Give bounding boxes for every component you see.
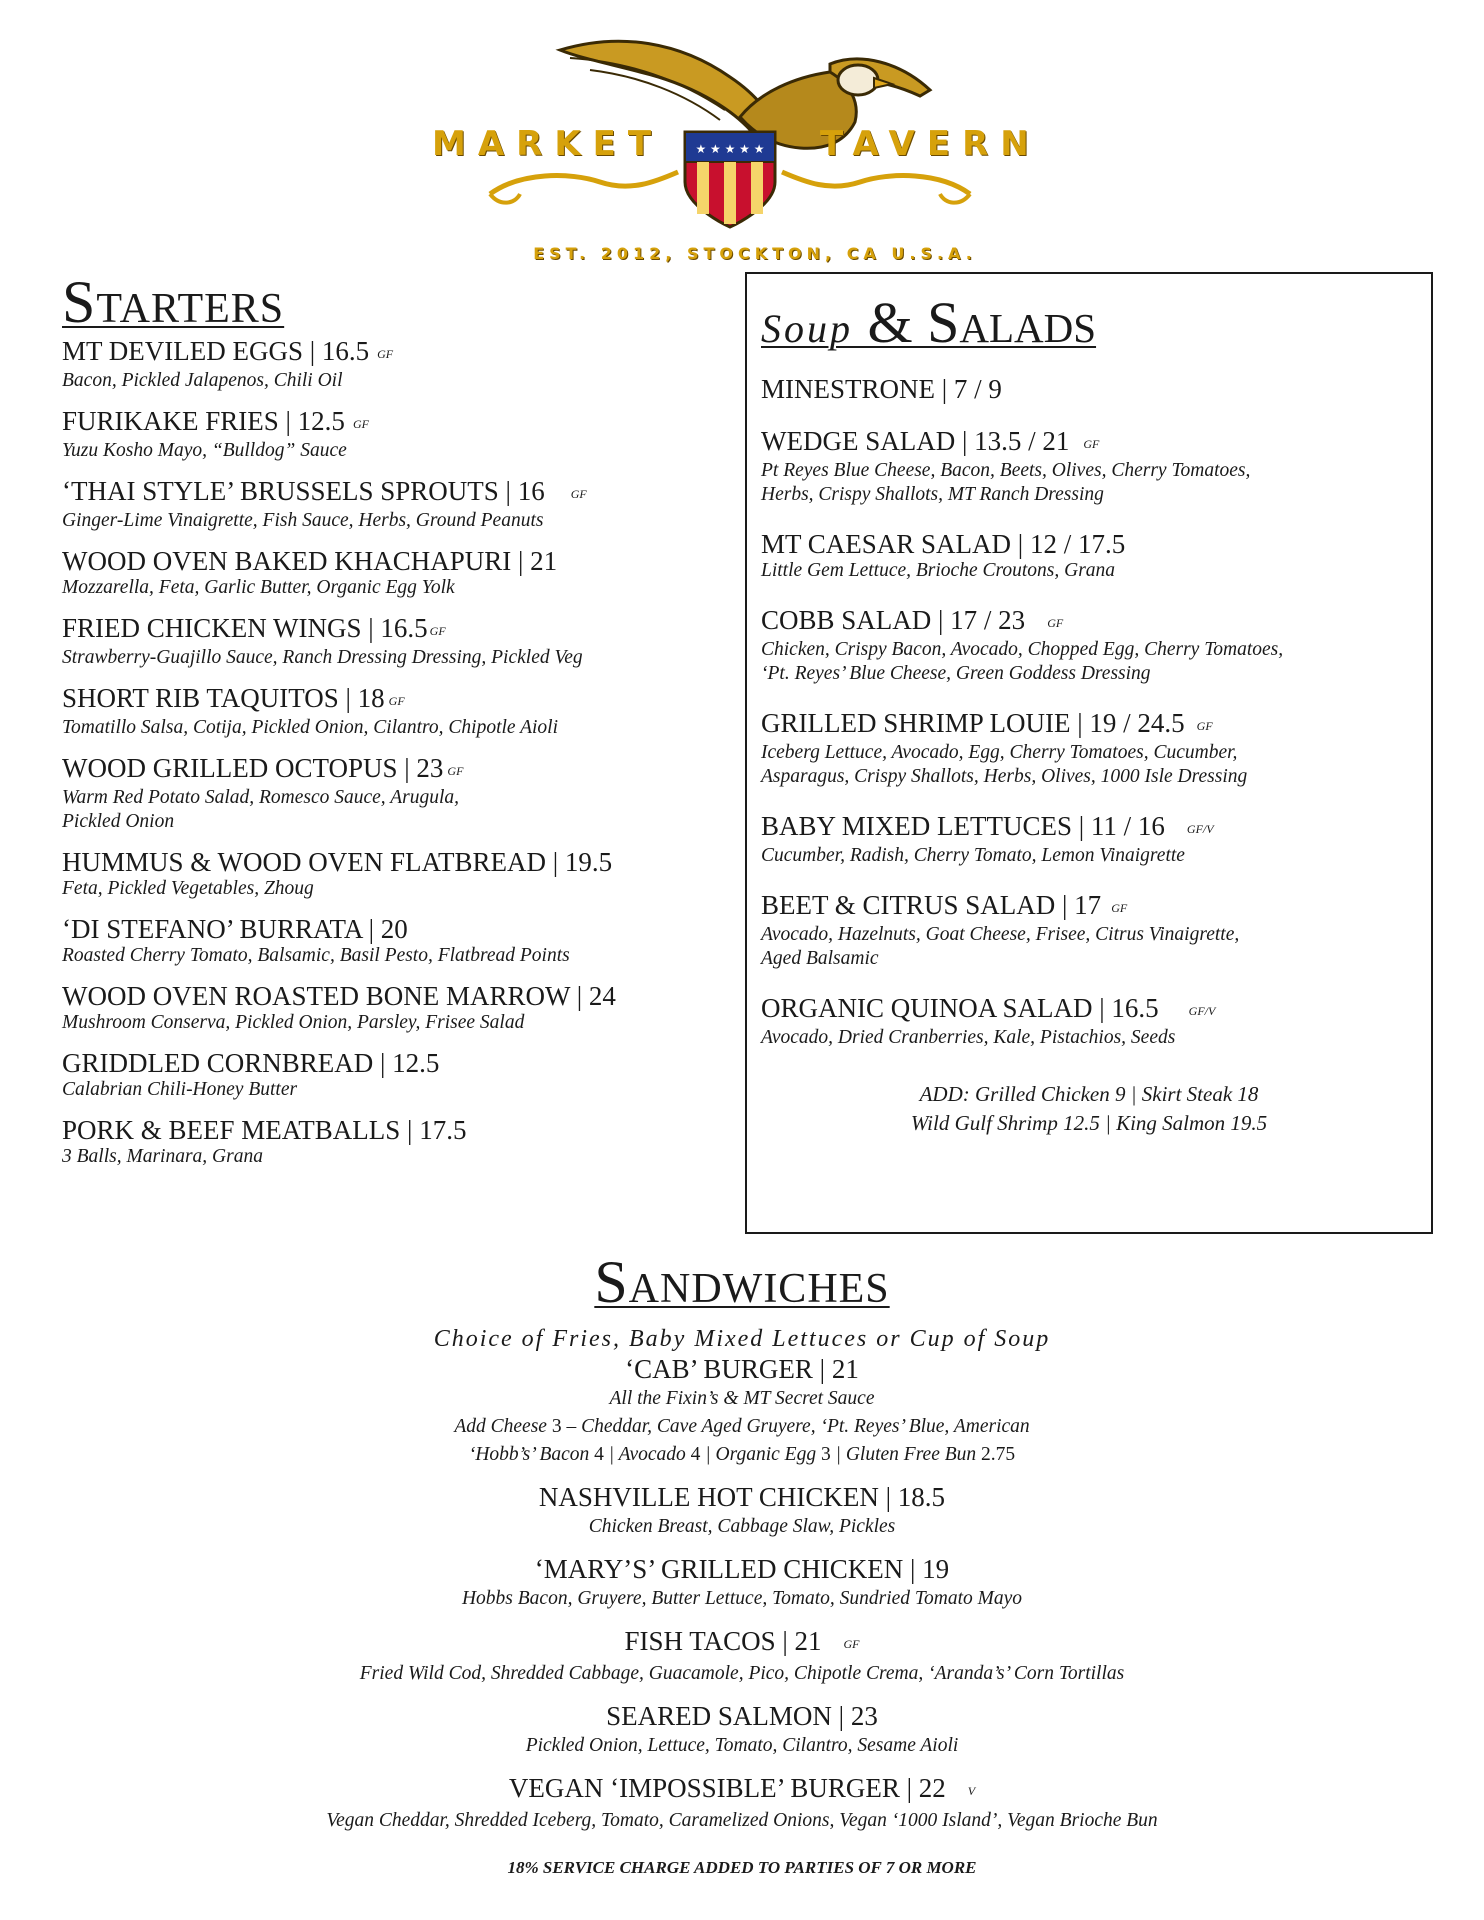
- item-description: Pt Reyes Blue Cheese, Bacon, Beets, Olives, Cherry Tomatoes,: [761, 460, 1251, 481]
- item-description: Chicken Breast, Cabbage Slaw, Pickles: [588, 1516, 896, 1537]
- item-description: Calabrian Chili-Honey Butter: [62, 1079, 298, 1100]
- item-name: ‘CAB’ BURGER | 21: [625, 1354, 859, 1384]
- item-description: Bacon, Pickled Jalapenos, Chili Oil: [62, 370, 343, 391]
- addons-line: ADD: Grilled Chicken 9 | Skirt Steak 18: [919, 1082, 1259, 1106]
- dietary-tag: GF/V: [1188, 1004, 1216, 1018]
- item-name: GRILLED SHRIMP LOUIE | 19 / 24.5: [761, 708, 1185, 738]
- sandwiches-heading: Sandwiches: [594, 1249, 890, 1315]
- svg-text:★ ★ ★ ★ ★: ★ ★ ★ ★ ★: [695, 142, 765, 156]
- menu-item: [62, 683, 742, 740]
- menu-item: [761, 993, 1417, 1050]
- menu-item: [761, 605, 1417, 686]
- item-description-continued: Herbs, Crispy Shallots, MT Ranch Dressing: [761, 484, 1104, 505]
- extras-text: | Organic Egg: [700, 1444, 821, 1465]
- extras-price: 4: [690, 1444, 701, 1465]
- extras-price: 2.75: [981, 1444, 1016, 1465]
- dietary-tag: GF: [352, 417, 369, 431]
- menu-item: [0, 1625, 1484, 1688]
- item-description: Pickled Onion, Lettuce, Tomato, Cilantro, Sesame Aioli: [525, 1735, 959, 1756]
- extras-price: 3: [551, 1416, 562, 1437]
- item-description: Roasted Cherry Tomato, Balsamic, Basil Pesto, Flatbread Points: [62, 945, 570, 966]
- menu-item: [62, 1048, 742, 1102]
- item-name: COBB SALAD | 17 / 23: [761, 605, 1026, 635]
- extras-price: 4: [594, 1444, 604, 1465]
- addons-line: Wild Gulf Shrimp 12.5 | King Salmon 19.5: [910, 1111, 1268, 1135]
- menu-item: [62, 753, 742, 834]
- salad-addons: [761, 1080, 1417, 1138]
- item-name: ‘THAI STYLE’ BRUSSELS SPROUTS | 16: [62, 476, 545, 506]
- item-name: WOOD GRILLED OCTOPUS | 23: [62, 753, 444, 783]
- item-description: Fried Wild Cod, Shredded Cabbage, Guacamole, Pico, Chipotle Crema, ‘Aranda’s’ Corn Tortillas: [359, 1663, 1125, 1684]
- burger-extras-cheese: [0, 1413, 1484, 1441]
- item-description: Feta, Pickled Vegetables, Zhoug: [62, 878, 314, 899]
- item-description: Tomatillo Salsa, Cotija, Pickled Onion, Cilantro, Chipotle Aioli: [62, 717, 559, 738]
- dietary-tag: GF: [1083, 437, 1100, 451]
- heading-soup-word: Soup: [761, 306, 853, 351]
- item-name: WOOD OVEN BAKED KHACHAPURI | 21: [62, 546, 558, 576]
- item-name: FURIKAKE FRIES | 12.5: [62, 406, 345, 436]
- item-name: ‘DI STEFANO’ BURRATA | 20: [62, 914, 408, 944]
- dietary-tag: GF: [570, 487, 587, 501]
- item-name: ORGANIC QUINOA SALAD | 16.5: [761, 993, 1159, 1023]
- item-description: Avocado, Dried Cranberries, Kale, Pistachios, Seeds: [761, 1027, 1176, 1048]
- item-name: NASHVILLE HOT CHICKEN | 18.5: [538, 1482, 946, 1512]
- dietary-tag: GF/V: [1186, 822, 1214, 836]
- menu-item: [761, 529, 1417, 583]
- menu-item: [62, 406, 742, 463]
- item-description: Warm Red Potato Salad, Romesco Sauce, Arugula,: [62, 787, 459, 808]
- dietary-tag: GF: [843, 1637, 860, 1651]
- item-name: BABY MIXED LETTUCES | 11 / 16: [761, 811, 1165, 841]
- dietary-tag: GF: [447, 764, 464, 778]
- starters-section: [62, 269, 742, 1182]
- burger-extras-addons: [0, 1441, 1484, 1469]
- item-description: Mushroom Conserva, Pickled Onion, Parsley, Frisee Salad: [62, 1012, 525, 1033]
- sandwiches-subtitle: Choice of Fries, Baby Mixed Lettuces or Cup of Soup: [433, 1326, 1051, 1352]
- dietary-tag: GF: [377, 347, 394, 361]
- soup-salads-box: [745, 272, 1433, 1234]
- item-name: MT DEVILED EGGS | 16.5: [62, 336, 370, 366]
- menu-item: [761, 374, 1417, 404]
- item-description: Vegan Cheddar, Shredded Iceberg, Tomato, Caramelized Onions, Vegan ‘1000 Island’, Vegan Brioche Bun: [326, 1810, 1158, 1831]
- dietary-tag: GF: [1196, 719, 1213, 733]
- menu-item: [761, 426, 1417, 507]
- established-line: EST. 2012, STOCKTON, CA U.S.A.: [533, 244, 977, 263]
- item-name: MT CAESAR SALAD | 12 / 17.5: [761, 529, 1126, 559]
- item-name: MINESTRONE | 7 / 9: [761, 374, 1002, 404]
- dietary-tag: GF: [1111, 901, 1128, 915]
- extras-text: Add Cheese: [454, 1416, 552, 1437]
- menu-item: [62, 476, 742, 533]
- item-description: Iceberg Lettuce, Avocado, Egg, Cherry Tomatoes, Cucumber,: [761, 742, 1238, 763]
- extras-text: – Cheddar, Cave Aged Gruyere, ‘Pt. Reyes’ Blue, American: [561, 1416, 1030, 1437]
- menu-item: [62, 1115, 742, 1169]
- brand-word-market: MARKET: [432, 124, 664, 164]
- item-name: PORK & BEEF MEATBALLS | 17.5: [62, 1115, 467, 1145]
- item-name: ‘MARY’S’ GRILLED CHICKEN | 19: [534, 1554, 950, 1584]
- item-name: WEDGE SALAD | 13.5 / 21: [761, 426, 1070, 456]
- item-description: Cucumber, Radish, Cherry Tomato, Lemon Vinaigrette: [761, 845, 1185, 866]
- dietary-tag: GF: [388, 694, 405, 708]
- service-charge-note: 18% SERVICE CHARGE ADDED TO PARTIES OF 7 OR MORE: [507, 1858, 977, 1877]
- item-description: Mozzarella, Feta, Garlic Butter, Organic Egg Yolk: [62, 577, 455, 598]
- extras-text: | Gluten Free Bun: [830, 1444, 982, 1465]
- extras-text: | Avocado: [603, 1444, 691, 1465]
- menu-item: [0, 1772, 1484, 1835]
- item-description: All the Fixin’s & MT Secret Sauce: [609, 1388, 875, 1409]
- menu-item: [0, 1353, 1484, 1469]
- item-name: SHORT RIB TAQUITOS | 18: [62, 683, 385, 713]
- item-description: Ginger-Lime Vinaigrette, Fish Sauce, Herbs, Ground Peanuts: [62, 510, 544, 531]
- menu-item: [62, 914, 742, 968]
- menu-item: [0, 1553, 1484, 1613]
- menu-item: [62, 981, 742, 1035]
- item-description-continued: ‘Pt. Reyes’ Blue Cheese, Green Goddess Dressing: [761, 663, 1151, 684]
- item-name: HUMMUS & WOOD OVEN FLATBREAD | 19.5: [62, 847, 613, 877]
- item-name: GRIDDLED CORNBREAD | 12.5: [62, 1048, 440, 1078]
- menu-item: [761, 890, 1417, 971]
- menu-item: [761, 811, 1417, 868]
- item-description-continued: Aged Balsamic: [761, 948, 879, 969]
- dietary-tag: GF: [429, 624, 446, 638]
- item-description: Strawberry-Guajillo Sauce, Ranch Dressing Dressing, Pickled Veg: [62, 647, 583, 668]
- menu-item: [62, 847, 742, 901]
- item-description: Yuzu Kosho Mayo, “Bulldog” Sauce: [62, 440, 347, 461]
- menu-item: [761, 708, 1417, 789]
- extras-price: 3: [820, 1444, 831, 1465]
- menu-item: [0, 1481, 1484, 1541]
- item-description: Chicken, Crispy Bacon, Avocado, Chopped Egg, Cherry Tomatoes,: [761, 639, 1284, 660]
- menu-item: [62, 336, 742, 393]
- dietary-tag: GF: [1047, 616, 1064, 630]
- item-name: SEARED SALMON | 23: [606, 1701, 878, 1731]
- item-description: Little Gem Lettuce, Brioche Croutons, Grana: [761, 560, 1116, 581]
- dietary-tag: V: [967, 1784, 976, 1798]
- item-description: 3 Balls, Marinara, Grana: [62, 1146, 263, 1167]
- item-description: Hobbs Bacon, Gruyere, Butter Lettuce, Tomato, Sundried Tomato Mayo: [461, 1588, 1023, 1609]
- starters-heading: Starters: [62, 269, 285, 335]
- item-name: BEET & CITRUS SALAD | 17: [761, 890, 1102, 920]
- item-description-continued: Pickled Onion: [62, 811, 175, 832]
- menu-item: [62, 546, 742, 600]
- brand-word-tavern: TAVERN: [820, 124, 1041, 164]
- sandwiches-section: [0, 1249, 1484, 1847]
- item-name: VEGAN ‘IMPOSSIBLE’ BURGER | 22: [508, 1773, 946, 1803]
- menu-item: [0, 1700, 1484, 1760]
- item-name: FISH TACOS | 21: [624, 1626, 822, 1656]
- soup-salads-heading: [761, 290, 1417, 355]
- item-description-continued: Asparagus, Crispy Shallots, Herbs, Olives, 1000 Isle Dressing: [761, 766, 1248, 787]
- item-name: WOOD OVEN ROASTED BONE MARROW | 24: [62, 981, 616, 1011]
- extras-text: ‘Hobb’s’ Bacon: [468, 1444, 595, 1465]
- item-description: Avocado, Hazelnuts, Goat Cheese, Frisee, Citrus Vinaigrette,: [761, 924, 1240, 945]
- item-name: FRIED CHICKEN WINGS | 16.5: [62, 613, 428, 643]
- heading-salads-words: & Salads: [853, 290, 1097, 355]
- menu-item: [62, 613, 742, 670]
